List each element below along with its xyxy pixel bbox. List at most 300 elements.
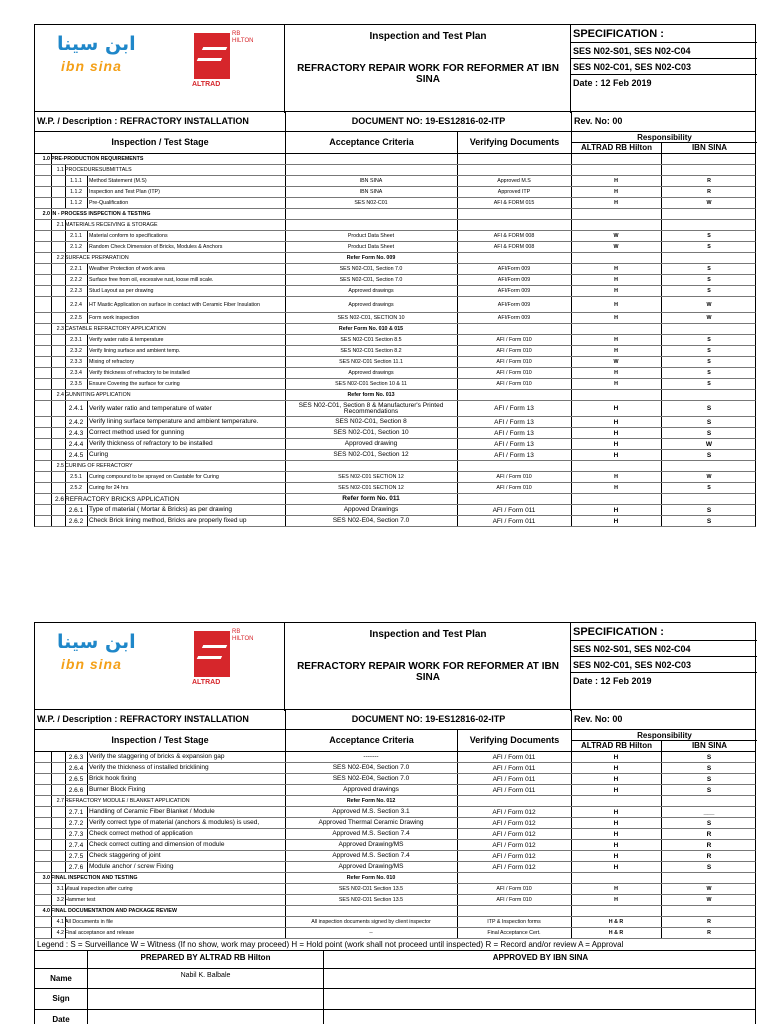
row-number: 2.7 — [56, 798, 64, 804]
col-ibn-sina: IBN SINA — [661, 741, 757, 751]
stage-text: Verify water ratio & temperature — [89, 337, 164, 343]
rb-hilton-logo-text: RB HILTON — [232, 31, 254, 44]
column-divider — [571, 335, 572, 345]
section-title: IN - PROCESS INSPECTION & TESTING — [51, 211, 151, 217]
column-divider — [65, 417, 66, 427]
column-divider — [285, 198, 286, 208]
stage-text: Brick hook fixing — [89, 775, 137, 782]
row-number: 2.4 — [56, 392, 64, 398]
column-divider — [285, 242, 286, 252]
column-divider — [285, 763, 286, 773]
column-divider — [661, 264, 662, 274]
stage-text: Verify lining surface and ambient temp. — [89, 348, 181, 354]
column-divider — [87, 763, 88, 773]
column-divider — [661, 324, 662, 334]
column-divider — [65, 505, 66, 515]
column-divider — [65, 297, 66, 312]
resp-altrad: H — [614, 178, 618, 184]
column-divider — [285, 461, 286, 471]
resp-altrad: H — [614, 474, 618, 480]
resp-ibn-sina: R — [706, 852, 712, 860]
column-divider — [285, 752, 286, 762]
resp-altrad: H — [613, 440, 619, 448]
column-divider — [571, 379, 572, 389]
column-divider — [51, 461, 52, 471]
column-divider — [571, 840, 572, 850]
resp-altrad: H — [613, 863, 619, 871]
document-header — [34, 622, 756, 710]
altrad-logo-text: ALTRAD — [192, 81, 221, 88]
column-divider — [661, 752, 662, 762]
column-divider — [457, 483, 458, 493]
column-divider — [285, 796, 286, 806]
resp-altrad: H — [614, 277, 618, 283]
column-divider — [571, 472, 572, 482]
subsection-title: GUNNITING APPLICATION — [65, 392, 131, 398]
table-row — [34, 884, 756, 895]
table-row — [34, 505, 756, 516]
column-divider — [65, 763, 66, 773]
stage-text: Check Brick lining method, Bricks are properly fixed up — [89, 517, 247, 524]
column-divider — [87, 275, 88, 285]
table-row — [34, 516, 756, 527]
column-divider — [285, 906, 286, 916]
column-divider — [51, 417, 52, 427]
column-divider — [661, 483, 662, 493]
column-divider — [65, 198, 66, 208]
column-divider — [571, 483, 572, 493]
verifying-document: AFI / Form 011 — [492, 506, 536, 514]
column-divider — [87, 401, 88, 416]
column-divider — [285, 450, 286, 460]
column-divider — [661, 379, 662, 389]
acceptance-criteria: SES N02-C01, Section 12 — [333, 451, 409, 458]
verifying-document: AFI/Form 009 — [497, 266, 531, 272]
column-divider — [571, 895, 572, 905]
acceptance-criteria: SES N02-C01 — [354, 200, 388, 206]
work-title: REFRACTORY REPAIR WORK FOR REFORMER AT IBN SINA — [297, 661, 559, 683]
column-divider — [571, 873, 572, 883]
column-divider — [661, 450, 662, 460]
verifying-document: AFI / Form 13 — [494, 418, 534, 426]
acceptance-criteria: Product Data Sheet — [347, 233, 395, 239]
column-divider — [285, 428, 286, 438]
verifying-document: AFI & FORM 008 — [493, 233, 535, 239]
acceptance-criteria: SES N02-E04, Section 7.0 — [332, 517, 410, 524]
approver-sign-field[interactable] — [323, 989, 757, 1009]
ibn-sina-logo-english: ibn sina — [61, 58, 122, 74]
row-number: 2.2.4 — [70, 301, 82, 308]
subsection-title: CURING OF REFRACTORY — [65, 463, 133, 469]
column-divider — [51, 840, 52, 850]
acceptance-criteria: Approved M.S. Section 7.4 — [332, 830, 410, 837]
column-divider — [285, 286, 286, 296]
column-divider — [87, 231, 88, 241]
column-divider — [51, 472, 52, 482]
resp-ibn-sina: S — [707, 337, 711, 343]
column-divider — [571, 862, 572, 872]
document-number: DOCUMENT NO: 19-ES12816-02-ITP — [285, 112, 571, 131]
row-number: 2.2.2 — [70, 277, 82, 283]
preparer-date-field[interactable] — [87, 1010, 323, 1024]
verifying-document: AFI & FORM 015 — [493, 200, 535, 206]
column-divider — [571, 763, 572, 773]
subsection-title: REFRACTORY MODULE / BLANKET APPLICATION — [65, 798, 190, 804]
acceptance-criteria: SES N02-C01 Section 8.2 — [340, 348, 402, 354]
table-row — [34, 231, 756, 242]
column-divider — [65, 840, 66, 850]
stage-text: Correct method used for gunning — [89, 429, 185, 436]
itp-title: Inspection and Test Plan — [369, 629, 487, 640]
verifying-document: AFI/Form 009 — [497, 315, 531, 321]
column-divider — [661, 763, 662, 773]
column-divider — [65, 275, 66, 285]
column-divider — [661, 851, 662, 861]
column-divider — [285, 516, 286, 526]
resp-altrad: H — [614, 189, 618, 195]
column-divider — [65, 862, 66, 872]
resp-altrad: H — [614, 485, 618, 491]
column-divider — [87, 505, 88, 515]
acceptance-criteria: SES N02-C01, Section 8 — [335, 418, 407, 425]
column-divider — [661, 401, 662, 416]
column-divider — [285, 917, 286, 927]
resp-altrad: W — [613, 233, 619, 239]
row-number: 2.6.3 — [68, 753, 84, 761]
ibn-sina-logo-arabic: ابن سينا — [57, 631, 136, 653]
column-divider — [51, 297, 52, 312]
column-divider — [51, 884, 52, 894]
spec-label: SPECIFICATION : — [571, 623, 757, 641]
column-divider — [285, 165, 286, 175]
resp-ibn-sina: S — [706, 786, 712, 794]
column-divider — [661, 286, 662, 296]
resp-altrad: H — [613, 764, 619, 772]
column-divider — [65, 428, 66, 438]
resp-ibn-sina: R — [706, 841, 712, 849]
verifying-document: AFI / Form 13 — [494, 405, 534, 412]
resp-altrad: H — [613, 418, 619, 426]
column-divider — [457, 829, 458, 839]
acceptance-criteria: Appoved Drawings — [343, 506, 399, 513]
column-divider — [51, 264, 52, 274]
stage-text: All Documents in file — [65, 919, 113, 925]
column-divider — [87, 483, 88, 493]
column-divider — [65, 472, 66, 482]
acceptance-criteria: Approved drawings — [348, 288, 394, 294]
resp-ibn-sina: S — [706, 405, 712, 412]
column-divider — [457, 472, 458, 482]
column-divider — [285, 401, 286, 416]
verifying-document: AFI / Form 011 — [492, 764, 536, 772]
row-number: 2.3.2 — [70, 348, 82, 354]
row-number: 2.7.2 — [68, 819, 84, 827]
column-divider — [661, 357, 662, 367]
column-divider — [87, 516, 88, 526]
column-divider — [51, 763, 52, 773]
section-title: FINAL INSPECTION AND TESTING — [51, 875, 138, 881]
wp-description: W.P. / Description : REFRACTORY INSTALLATION — [37, 116, 249, 126]
verifying-document: AFI / Form 012 — [492, 830, 536, 838]
itp-page-1 — [34, 24, 756, 527]
column-divider — [571, 297, 572, 312]
row-number: 2.4.4 — [68, 440, 84, 448]
table-row — [34, 483, 756, 494]
column-divider — [285, 851, 286, 861]
row-number: 3.2 — [56, 897, 64, 903]
column-divider — [457, 862, 458, 872]
column-divider — [51, 313, 52, 323]
stage-text: Handling of Ceramic Fiber Blanket / Module — [89, 808, 215, 815]
column-divider — [51, 176, 52, 186]
column-divider — [661, 505, 662, 515]
column-divider — [87, 297, 88, 312]
resp-ibn-sina: R — [707, 178, 711, 184]
table-row — [34, 297, 756, 313]
table-row — [34, 187, 756, 198]
column-headers — [34, 730, 756, 752]
table-row — [34, 774, 756, 785]
table-row — [34, 220, 756, 231]
column-divider — [457, 763, 458, 773]
stage-text: Verify the thickness of installed bricklining — [89, 764, 209, 771]
column-divider — [51, 286, 52, 296]
column-divider — [661, 428, 662, 438]
column-divider — [285, 439, 286, 449]
resp-altrad: H — [613, 775, 619, 783]
column-divider — [51, 818, 52, 828]
revision-number: Rev. No: 00 — [571, 710, 757, 729]
column-divider — [87, 840, 88, 850]
row-number: 2.6 — [54, 495, 64, 503]
stage-text: Inspection and Test Plan (ITP) — [89, 189, 160, 195]
column-divider — [457, 324, 458, 334]
column-divider — [65, 313, 66, 323]
table-row — [34, 439, 756, 450]
resp-altrad: H — [614, 288, 618, 294]
column-divider — [457, 209, 458, 219]
column-headers — [34, 132, 756, 154]
column-divider — [661, 906, 662, 916]
verifying-document: ITP & Inspection forms — [487, 919, 541, 925]
stage-text: Verify thickness of refractory to be installed — [89, 370, 190, 376]
table-row — [34, 357, 756, 368]
row-number: 3.0 — [42, 875, 50, 881]
column-divider — [87, 379, 88, 389]
column-divider — [457, 220, 458, 230]
column-divider — [87, 368, 88, 378]
column-divider — [285, 884, 286, 894]
resp-ibn-sina: S — [706, 418, 712, 426]
verifying-document: AFI/Form 009 — [497, 301, 531, 308]
row-number: 2.3.1 — [70, 337, 82, 343]
wp-row — [34, 112, 756, 132]
resp-ibn-sina: W — [706, 301, 712, 308]
column-divider — [285, 494, 286, 504]
column-divider — [285, 220, 286, 230]
column-divider — [457, 450, 458, 460]
column-divider — [65, 165, 66, 175]
table-row — [34, 906, 756, 917]
name-label: Name — [50, 974, 72, 983]
row-number: 2.5 — [56, 463, 64, 469]
column-divider — [285, 176, 286, 186]
column-divider — [65, 324, 66, 334]
column-divider — [661, 818, 662, 828]
column-divider — [65, 450, 66, 460]
column-divider — [87, 439, 88, 449]
column-divider — [661, 862, 662, 872]
verifying-document: AFI / Form 012 — [492, 819, 536, 827]
column-divider — [457, 379, 458, 389]
resp-altrad: H — [614, 200, 618, 206]
column-divider — [65, 752, 66, 762]
resp-altrad: H & R — [608, 930, 624, 936]
resp-altrad: H — [613, 808, 619, 816]
column-divider — [661, 176, 662, 186]
row-number: 2.1 — [56, 222, 64, 228]
column-divider — [661, 928, 662, 938]
acceptance-criteria: SES N02-C01 Section 8.5 — [340, 337, 402, 343]
row-number: 2.3 — [56, 326, 64, 332]
column-divider — [65, 176, 66, 186]
table-row — [34, 763, 756, 774]
preparer-sign-field[interactable] — [87, 989, 323, 1009]
verifying-document: AFI / Form 010 — [496, 897, 532, 903]
column-divider — [571, 450, 572, 460]
title-block — [285, 25, 571, 113]
column-divider — [51, 165, 52, 175]
resp-ibn-sina: S — [706, 753, 712, 761]
column-divider — [87, 176, 88, 186]
column-divider — [65, 368, 66, 378]
column-divider — [457, 313, 458, 323]
resp-altrad: H — [613, 786, 619, 794]
acceptance-criteria: Approved Thermal Ceramic Drawing — [318, 819, 424, 826]
column-divider — [87, 785, 88, 795]
approver-date-field[interactable] — [323, 1010, 757, 1024]
verifying-document: AFI / Form 012 — [492, 808, 536, 816]
resp-ibn-sina: W — [706, 886, 712, 892]
column-divider — [457, 187, 458, 197]
row-number: 2.1.1 — [70, 233, 82, 239]
column-divider — [51, 231, 52, 241]
column-divider — [51, 851, 52, 861]
approver-name-field[interactable] — [323, 969, 757, 988]
column-divider — [661, 368, 662, 378]
row-number: 4.2 — [56, 930, 64, 936]
resp-altrad: H — [614, 337, 618, 343]
acceptance-criteria: SES N02-C01, Section 7.0 — [339, 266, 403, 272]
verifying-document: AFI / Form 012 — [492, 863, 536, 871]
title-block — [285, 623, 571, 711]
column-divider — [87, 774, 88, 784]
column-divider — [65, 796, 66, 806]
verifying-document: AFI/Form 009 — [497, 277, 531, 283]
row-number: 2.3.3 — [70, 359, 82, 365]
stage-text: Curing for 24 hrs — [89, 485, 129, 491]
column-divider — [571, 796, 572, 806]
column-divider — [51, 198, 52, 208]
stage-text: Check correct cutting and dimension of module — [89, 841, 225, 848]
column-divider — [457, 505, 458, 515]
column-divider — [51, 346, 52, 356]
column-divider — [457, 401, 458, 416]
column-divider — [457, 154, 458, 164]
table-row — [34, 417, 756, 428]
table-row — [34, 917, 756, 928]
row-number: 2.6.6 — [68, 786, 84, 794]
table-row — [34, 154, 756, 165]
column-divider — [51, 516, 52, 526]
stage-text: Curing — [89, 451, 109, 458]
column-divider — [51, 862, 52, 872]
row-number: 2.2 — [56, 255, 64, 261]
column-divider — [65, 379, 66, 389]
column-divider — [65, 401, 66, 416]
column-divider — [87, 187, 88, 197]
column-divider — [87, 242, 88, 252]
section-form-ref: Refer Form No. 010 — [346, 875, 396, 881]
column-divider — [87, 357, 88, 367]
row-number: 1.1 — [56, 167, 64, 173]
col-docs: Verifying Documents — [457, 730, 571, 751]
acceptance-criteria: SES N02-C01 Section 11.1 — [339, 359, 403, 365]
table-row — [34, 198, 756, 209]
column-divider — [661, 231, 662, 241]
section-title: PRE-PRODUCTION REQUIREMENTS — [51, 156, 144, 162]
verifying-document: AFI / Form 011 — [492, 775, 536, 783]
column-divider — [661, 884, 662, 894]
table-row — [34, 176, 756, 187]
column-divider — [285, 324, 286, 334]
stage-text: Pre-Qualification — [89, 200, 129, 206]
resp-ibn-sina: S — [707, 370, 711, 376]
column-divider — [661, 346, 662, 356]
column-divider — [285, 862, 286, 872]
row-number: 2.4.3 — [68, 429, 84, 437]
verifying-document: AFI / Form 011 — [492, 517, 536, 525]
column-divider — [285, 209, 286, 219]
column-divider — [457, 390, 458, 400]
table-row — [34, 428, 756, 439]
column-divider — [661, 335, 662, 345]
signoff-sign-row — [34, 989, 756, 1010]
column-divider — [457, 297, 458, 312]
column-divider — [661, 461, 662, 471]
itp-table-body — [34, 752, 756, 939]
column-divider — [51, 829, 52, 839]
acceptance-criteria: SES N02-C01, Section 7.0 — [339, 277, 403, 283]
row-number: 2.4.2 — [68, 418, 84, 426]
table-row — [34, 840, 756, 851]
column-divider — [457, 796, 458, 806]
column-divider — [87, 335, 88, 345]
column-divider — [457, 895, 458, 905]
column-divider — [51, 390, 52, 400]
acceptance-criteria: SES N02-C01 Section 13.5 — [338, 897, 404, 903]
verifying-document: AFI / Form 011 — [492, 786, 536, 794]
stage-text: Check correct method of application — [89, 830, 193, 837]
acceptance-criteria: -- — [369, 930, 373, 936]
column-divider — [571, 154, 572, 164]
column-divider — [65, 884, 66, 894]
acceptance-criteria: Approved drawings — [348, 301, 394, 308]
resp-ibn-sina: W — [706, 474, 712, 480]
column-divider — [51, 450, 52, 460]
column-divider — [65, 461, 66, 471]
stage-text: Method Statement (M.S) — [89, 178, 147, 184]
